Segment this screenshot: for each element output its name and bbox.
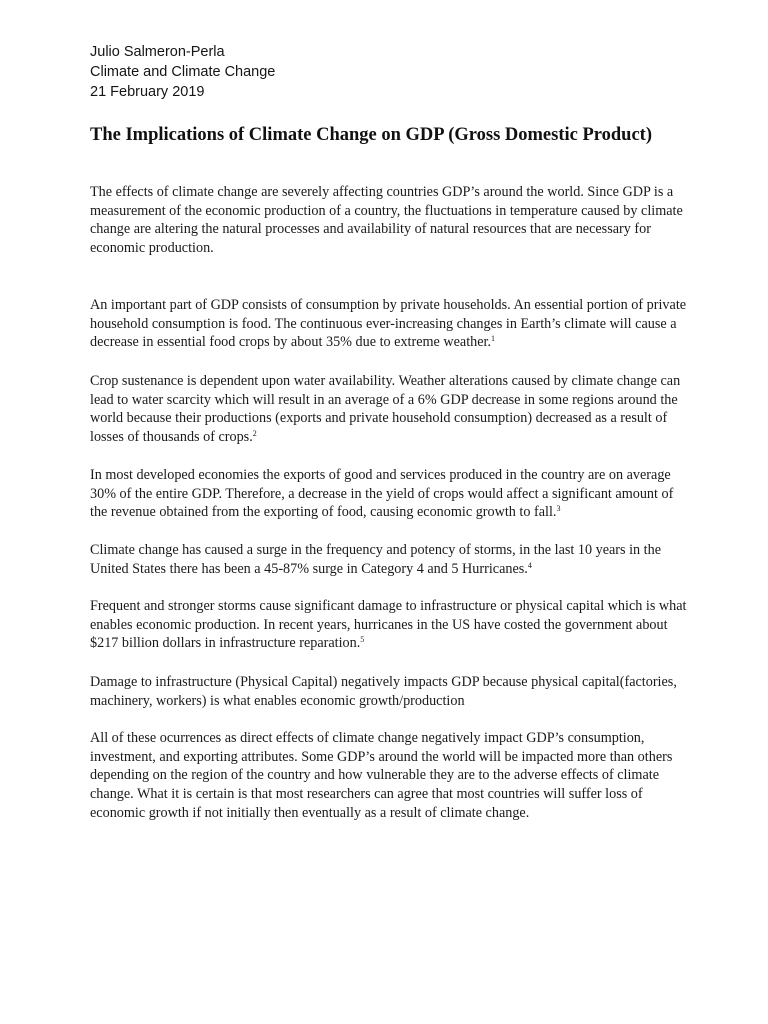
paragraph-line: In most developed economies the exports of good and services produced in the country are on average [90, 467, 671, 483]
author-name: Julio Salmeron-Perla [90, 44, 225, 60]
paragraph-line: All of these ocurrences as direct effects of climate change negatively impact GDP’s consumption, [90, 730, 645, 746]
paragraph-line: 30% of the entire GDP. Therefore, a decrease in the yield of crops would affect a significant amount of [90, 485, 674, 502]
paragraph-infrastructure [90, 597, 690, 653]
paragraph-line: household consumption is food. The continuous ever-increasing changes in Earth’s climate will cause a [90, 315, 677, 332]
document-date: 21 February 2019 [90, 84, 205, 100]
paragraph-line: depending on the region of the country and how vulnerable they are to the adverse effects of climate [90, 767, 659, 784]
footnote-marker: 2 [252, 429, 257, 439]
paragraph-line: $217 billion dollars in infrastructure reparation. [90, 635, 361, 652]
footnote-marker: 3 [556, 504, 561, 514]
footnote-marker: 4 [527, 560, 532, 570]
paragraph-line: economic growth if not initially then eventually as a result of climate change. [90, 804, 530, 821]
paragraph-line: losses of thousands of crops. [90, 429, 253, 446]
course-name: Climate and Climate Change [90, 64, 276, 80]
paragraph-line: Damage to infrastructure (Physical Capital) negatively impacts GDP because physical capital(factories, [90, 674, 677, 690]
document-header [90, 42, 275, 102]
paragraph-conclusion [90, 729, 690, 823]
paragraph-line: Crop sustenance is dependent upon water availability. Weather alterations caused by climate change can [90, 373, 681, 389]
paragraph-line: An important part of GDP consists of consumption by private households. An essential portion of private [90, 297, 687, 313]
paragraph-intro [90, 183, 690, 258]
paragraph-line: measurement of the economic production of a country, the fluctuations in temperature caused by climate [90, 202, 683, 219]
paragraph-water [90, 372, 690, 447]
paragraph-line: Frequent and stronger storms cause significant damage to infrastructure or physical capital which is what [90, 598, 687, 614]
paragraph-line: United States there has been a 45-87% surge in Category 4 and 5 Hurricanes. [90, 560, 528, 577]
paragraph-consumption [90, 296, 690, 352]
paragraph-line: machinery, workers) is what enables economic growth/production [90, 692, 465, 709]
document-title: The Implications of Climate Change on GDP (Gross Domestic Product) [90, 125, 653, 145]
paragraph-line: lead to water scarcity which will result in an average of a 6% GDP decrease in some regions around the [90, 391, 678, 408]
paragraph-line: the revenue obtained from the exporting of food, causing economic growth to fall. [90, 504, 557, 521]
paragraph-line: investment, and exporting attributes. Some GDP’s around the world will be impacted more than others [90, 748, 673, 765]
paragraph-line: Climate change has caused a surge in the frequency and potency of storms, in the last 10 years in the [90, 542, 662, 558]
footnote-marker: 5 [360, 635, 365, 645]
paragraph-line: enables economic production. In recent years, hurricanes in the US have costed the government about [90, 616, 668, 633]
paragraph-line: change are altering the natural processes and availability of natural resources that are necessary for [90, 221, 651, 238]
paragraph-storms [90, 541, 690, 578]
paragraph-exports [90, 466, 690, 522]
paragraph-line: The effects of climate change are severely affecting countries GDP’s around the world. Since GDP is a [90, 184, 674, 200]
paragraph-line: world because their productions (exports and private household consumption) decreased as a result of [90, 410, 668, 427]
paragraph-line: change. What it is certain is that most researchers can agree that most countries will suffer loss of [90, 786, 643, 803]
footnote-marker: 1 [491, 334, 496, 344]
paragraph-line: economic production. [90, 240, 214, 257]
paragraph-line: decrease in essential food crops by about 35% due to extreme weather. [90, 334, 492, 351]
paragraph-physical-capital [90, 673, 690, 710]
